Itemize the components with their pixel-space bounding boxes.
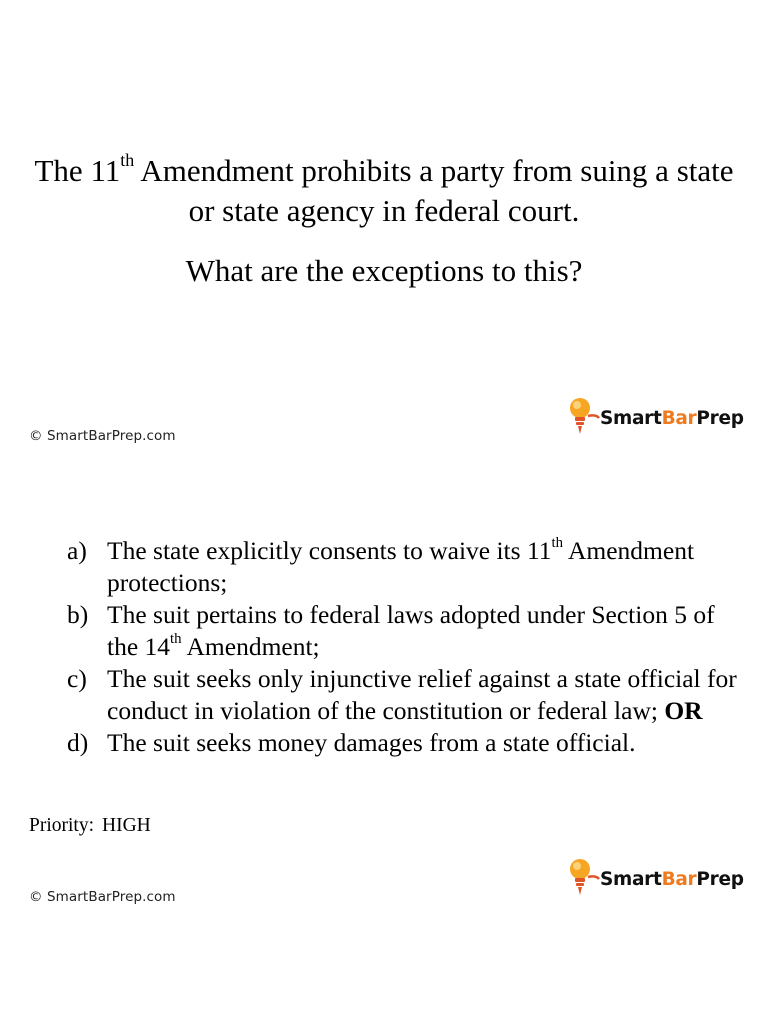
priority-line	[29, 813, 151, 839]
question-prompt: What are the exceptions to this?	[185, 253, 583, 288]
answer-text: The suit pertains to federal laws adopted under Section 5 of the 14	[107, 600, 715, 661]
smartbarprep-logo	[566, 396, 744, 436]
answer-text: The state explicitly consents to waive its 11	[107, 536, 552, 565]
answer-marker: b)	[67, 600, 89, 629]
flashcard-back	[0, 535, 768, 759]
question-text	[20, 151, 748, 231]
question-part2: Amendment prohibits a party from suing a state or state agency in federal court.	[134, 153, 734, 228]
answer-item-c	[0, 663, 768, 727]
logo-wordmark	[600, 869, 744, 890]
flashcard-front	[0, 0, 768, 470]
answer-text: The suit seeks only injunctive relief against a state official for conduct in violation of the constitution or federal law;	[107, 664, 737, 725]
priority-label: Priority:	[29, 815, 95, 836]
logo-word-prep: Prep	[696, 408, 744, 429]
logo-wordmark	[600, 408, 744, 429]
logo-word-bar: Bar	[661, 869, 697, 890]
answer-text-cont: Amendment protections;	[107, 536, 695, 597]
priority-value: HIGH	[102, 815, 151, 836]
answer-item-a	[0, 535, 768, 599]
answer-superscript: th	[551, 534, 563, 551]
answer-marker: c)	[67, 664, 87, 693]
logo-word-smart: Smart	[600, 408, 662, 429]
logo-word-smart: Smart	[600, 869, 662, 890]
logo-word-prep: Prep	[696, 869, 744, 890]
answer-item-d	[0, 727, 768, 759]
answer-text: The suit seeks money damages from a state official.	[107, 728, 636, 757]
smartbarprep-logo-back	[566, 857, 744, 897]
answer-marker: d)	[67, 728, 89, 757]
question-part1: The 11	[34, 153, 121, 188]
question-superscript: th	[120, 150, 135, 171]
copyright-notice: © SmartBarPrep.com	[29, 428, 176, 444]
answer-item-b	[0, 599, 768, 663]
answer-text-cont: Amendment;	[181, 632, 320, 661]
answer-list	[0, 535, 768, 759]
answer-bold-or: OR	[664, 696, 703, 725]
copyright-notice-back: © SmartBarPrep.com	[29, 889, 176, 905]
answer-superscript: th	[170, 630, 182, 647]
answer-marker: a)	[67, 536, 87, 565]
logo-word-bar: Bar	[661, 408, 697, 429]
lightbulb-icon	[566, 396, 600, 436]
lightbulb-icon	[566, 857, 600, 897]
